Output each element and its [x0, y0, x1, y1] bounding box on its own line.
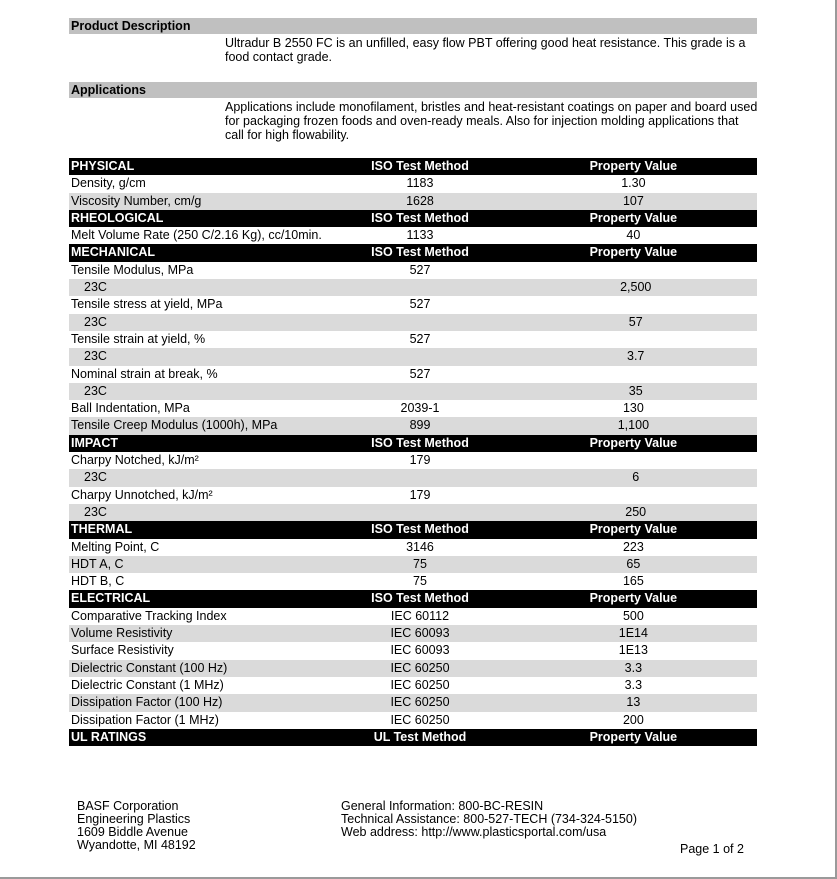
table-section-header	[69, 521, 757, 538]
property-name-cell: Charpy Unnotched, kJ/m²	[71, 487, 213, 502]
property-value-cell: Property Value	[589, 435, 678, 450]
test-method-cell: 527	[409, 262, 431, 277]
table-section-header	[69, 435, 757, 452]
property-value-cell: 250	[625, 504, 647, 519]
test-method-cell: IEC 60250	[390, 660, 450, 675]
property-value-cell: Property Value	[589, 159, 678, 173]
property-value-cell: 130	[622, 401, 644, 416]
properties-table	[69, 158, 757, 746]
property-name-cell: PHYSICAL	[71, 159, 135, 173]
test-method-cell: ISO Test Method	[371, 210, 469, 225]
property-name-cell: Comparative Tracking Index	[71, 608, 227, 623]
property-value-cell: 1,100	[617, 418, 650, 433]
property-name-cell: HDT A, C	[71, 556, 124, 571]
table-row	[69, 417, 757, 434]
property-name-cell: Density, g/cm	[71, 176, 146, 191]
property-name-cell: Dissipation Factor (1 MHz)	[71, 712, 219, 727]
test-method-cell: 2039-1	[400, 401, 440, 416]
test-method-cell: IEC 60112	[390, 608, 450, 623]
property-name-cell: Tensile Modulus, MPa	[71, 262, 194, 277]
address-line: 1609 Biddle Avenue	[77, 825, 188, 839]
property-value-cell: 1.30	[621, 176, 646, 191]
property-value-cell: 57	[628, 314, 643, 329]
property-name-cell: Viscosity Number, cm/g	[71, 193, 202, 208]
property-value-cell: 223	[622, 539, 644, 554]
address-line: Engineering Plastics	[77, 812, 191, 826]
test-method-cell: 1628	[406, 193, 434, 208]
table-row	[69, 314, 757, 331]
property-name-cell: Tensile strain at yield, %	[71, 331, 206, 346]
table-section-header	[69, 244, 757, 261]
property-value-cell	[510, 366, 757, 383]
test-method-cell: 3146	[406, 539, 434, 554]
test-method-cell: 899	[409, 418, 431, 433]
property-name-cell: Nominal strain at break, %	[71, 366, 218, 381]
property-name-cell: Volume Resistivity	[71, 626, 173, 641]
table-row	[69, 400, 757, 417]
property-name-cell: UL RATINGS	[71, 729, 147, 744]
property-name-cell: Tensile stress at yield, MPa	[71, 297, 223, 312]
property-value-cell	[510, 452, 757, 469]
test-method-cell	[338, 314, 514, 331]
test-method-cell	[338, 279, 514, 296]
test-method-cell: ISO Test Method	[371, 591, 469, 606]
table-row	[69, 539, 757, 556]
table-section-header	[69, 590, 757, 607]
footer-contact	[341, 800, 637, 839]
table-section-header	[69, 729, 757, 746]
product-description-header: Product Description	[69, 18, 757, 34]
property-name-cell: RHEOLOGICAL	[71, 210, 164, 225]
table-row	[69, 452, 757, 469]
table-row	[69, 227, 757, 244]
property-value-cell: 2,500	[620, 280, 652, 295]
property-name-cell: 23C	[84, 314, 107, 329]
property-name-cell: 23C	[84, 383, 107, 398]
property-value-cell: 3.3	[624, 677, 643, 692]
address-line: Wyandotte, MI 48192	[77, 838, 196, 852]
property-value-cell: 6	[632, 470, 640, 485]
table-row	[69, 487, 757, 504]
test-method-cell	[338, 469, 514, 486]
contact-line: Technical Assistance: 800-527-TECH (734-324-5150)	[341, 812, 637, 826]
table-row	[69, 348, 757, 365]
property-value-cell: 65	[626, 556, 641, 571]
test-method-cell: ISO Test Method	[371, 435, 469, 450]
test-method-cell: 179	[409, 453, 431, 468]
table-row	[69, 642, 757, 659]
property-name-cell: THERMAL	[71, 522, 133, 537]
property-name-cell: IMPACT	[71, 435, 118, 450]
test-method-cell: IEC 60250	[390, 677, 450, 692]
property-name-cell: Dielectric Constant (100 Hz)	[71, 660, 228, 675]
test-method-cell	[338, 504, 514, 521]
property-value-cell	[510, 296, 757, 313]
test-method-cell: 527	[409, 297, 431, 312]
property-value-cell: Property Value	[589, 245, 678, 260]
address-line: BASF Corporation	[77, 799, 179, 813]
property-value-cell: 165	[622, 574, 644, 589]
table-section-header	[69, 158, 757, 175]
property-name-cell: Dissipation Factor (100 Hz)	[71, 695, 223, 710]
test-method-cell: 1133	[406, 228, 434, 243]
table-row	[69, 296, 757, 313]
test-method-cell: IEC 60250	[390, 712, 450, 727]
table-row	[69, 366, 757, 383]
page-number: Page 1 of 2	[680, 842, 744, 856]
property-value-cell	[510, 331, 757, 348]
product-description-text: Ultradur B 2550 FC is an unfilled, easy flow PBT offering good heat resistance. This grade is a food contact grade.	[225, 36, 746, 64]
applications-header: Applications	[69, 82, 757, 98]
property-name-cell: Surface Resistivity	[71, 643, 174, 658]
property-value-cell: Property Value	[589, 591, 678, 606]
table-row	[69, 279, 757, 296]
test-method-cell: 75	[413, 574, 427, 589]
property-name-cell: 23C	[84, 470, 107, 485]
contact-line: General Information: 800-BC-RESIN	[341, 799, 544, 813]
table-row	[69, 712, 757, 729]
table-row	[69, 175, 757, 192]
test-method-cell	[338, 383, 514, 400]
property-value-cell: 1E13	[618, 643, 648, 658]
test-method-cell: ISO Test Method	[371, 522, 469, 537]
property-name-cell: 23C	[84, 349, 107, 364]
test-method-cell: 75	[413, 556, 427, 571]
table-row	[69, 694, 757, 711]
property-name-cell: MECHANICAL	[71, 245, 156, 260]
table-row	[69, 331, 757, 348]
property-value-cell: 40	[626, 228, 641, 243]
property-name-cell: Melt Volume Rate (250 C/2.16 Kg), cc/10min.	[71, 228, 322, 243]
table-row	[69, 504, 757, 521]
table-row	[69, 608, 757, 625]
property-name-cell: HDT B, C	[71, 574, 125, 589]
table-row	[69, 677, 757, 694]
property-value-cell: Property Value	[589, 522, 678, 537]
property-value-cell: Property Value	[589, 729, 678, 744]
test-method-cell	[338, 348, 514, 365]
property-name-cell: Melting Point, C	[71, 539, 160, 554]
property-value-cell: 200	[622, 712, 644, 727]
table-row	[69, 383, 757, 400]
footer-address	[77, 800, 196, 852]
property-name-cell: Dielectric Constant (1 MHz)	[71, 677, 224, 692]
property-name-cell: 23C	[84, 280, 107, 295]
test-method-cell: ISO Test Method	[371, 245, 469, 260]
property-name-cell: 23C	[84, 504, 107, 519]
test-method-cell: 527	[409, 366, 431, 381]
test-method-cell: IEC 60093	[390, 643, 450, 658]
table-row	[69, 573, 757, 590]
test-method-cell: UL Test Method	[373, 729, 467, 744]
property-value-cell: 13	[626, 695, 641, 710]
property-value-cell: 1E14	[618, 626, 648, 641]
property-value-cell: 35	[628, 383, 643, 398]
property-value-cell	[510, 487, 757, 504]
test-method-cell: 1183	[406, 176, 434, 191]
property-value-cell: 3.7	[627, 349, 645, 364]
property-name-cell: Charpy Notched, kJ/m²	[71, 453, 199, 468]
applications-text: Applications include monofilament, bristles and heat-resistant coatings on paper and board used for packaging frozen foods and oven-ready meals. Also for injection molding applications that call for high flowability.	[225, 100, 758, 142]
test-method-cell: IEC 60093	[390, 626, 450, 641]
test-method-cell: ISO Test Method	[371, 159, 469, 173]
table-row	[69, 625, 757, 642]
contact-line: Web address: http://www.plasticsportal.com/usa	[341, 825, 607, 839]
property-value-cell: 107	[622, 193, 644, 208]
table-section-header	[69, 210, 757, 227]
property-value-cell	[510, 262, 757, 279]
property-value-cell: 3.3	[624, 660, 643, 675]
property-value-cell: 500	[622, 608, 644, 623]
table-row	[69, 193, 757, 210]
property-name-cell: Ball Indentation, MPa	[71, 401, 190, 416]
test-method-cell: 179	[409, 487, 431, 502]
property-name-cell: ELECTRICAL	[71, 591, 151, 606]
table-row	[69, 469, 757, 486]
table-row	[69, 660, 757, 677]
table-row	[69, 262, 757, 279]
test-method-cell: IEC 60250	[390, 695, 450, 710]
test-method-cell: 527	[409, 331, 431, 346]
property-name-cell: Tensile Creep Modulus (1000h), MPa	[71, 418, 278, 433]
table-row	[69, 556, 757, 573]
property-value-cell: Property Value	[589, 210, 678, 225]
